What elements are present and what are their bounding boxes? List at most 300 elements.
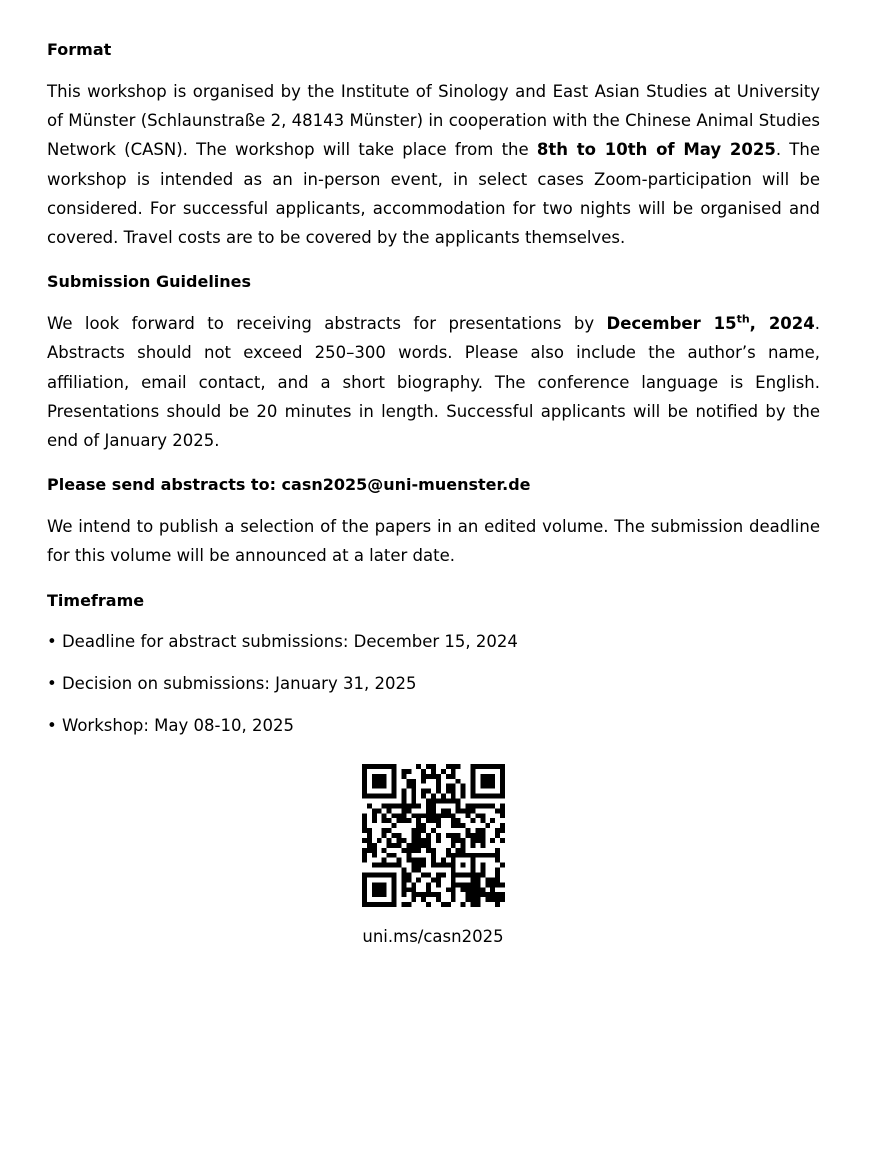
qr-module <box>372 872 377 877</box>
qr-module <box>406 818 411 823</box>
qr-module <box>475 897 480 902</box>
qr-module <box>421 897 426 902</box>
qr-module <box>416 848 421 853</box>
qr-module <box>441 863 446 868</box>
qr-module <box>401 838 406 843</box>
qr-module <box>392 784 397 789</box>
qr-module <box>397 843 402 848</box>
qr-module <box>490 882 495 887</box>
qr-module <box>372 764 377 769</box>
qr-module <box>382 833 387 838</box>
qr-module <box>401 902 406 907</box>
qr-module <box>466 833 471 838</box>
qr-module <box>461 838 466 843</box>
qr-module <box>421 794 426 799</box>
qr-module <box>362 882 367 887</box>
qr-module <box>436 892 441 897</box>
qr-module <box>426 843 431 848</box>
qr-module <box>461 848 466 853</box>
qr-module <box>485 882 490 887</box>
qr-module <box>372 843 377 848</box>
submission-paragraph <box>47 309 820 455</box>
qr-module <box>382 779 387 784</box>
qr-module <box>382 803 387 808</box>
qr-module <box>470 833 475 838</box>
format-heading: Format <box>47 40 112 59</box>
qr-module <box>490 774 495 779</box>
qr-module <box>392 789 397 794</box>
timeframe-item: • Deadline for abstract submissions: December 15, 2024 <box>47 631 518 651</box>
qr-module <box>421 872 426 877</box>
qr-module <box>372 863 377 868</box>
qr-module <box>411 887 416 892</box>
qr-module <box>411 897 416 902</box>
qr-module <box>470 794 475 799</box>
qr-module <box>401 818 406 823</box>
qr-module <box>362 818 367 823</box>
qr-module <box>382 774 387 779</box>
qr-module <box>500 823 505 828</box>
qr-module <box>470 872 475 877</box>
qr-module <box>466 853 471 858</box>
qr-module <box>406 887 411 892</box>
qr-module <box>441 799 446 804</box>
qr-module <box>411 882 416 887</box>
qr-module <box>397 858 402 863</box>
qr-module <box>382 902 387 907</box>
qr-module <box>377 774 382 779</box>
qr-module <box>495 882 500 887</box>
qr-module <box>416 813 421 818</box>
qr-module <box>377 872 382 877</box>
qr-module <box>456 803 461 808</box>
qr-module <box>475 902 480 907</box>
qr-module <box>470 838 475 843</box>
qr-module <box>401 868 406 873</box>
qr-module <box>401 799 406 804</box>
qr-module <box>470 897 475 902</box>
qr-module <box>416 877 421 882</box>
qr-module <box>451 858 456 863</box>
qr-module <box>392 897 397 902</box>
qr-module <box>485 892 490 897</box>
qr-module <box>431 818 436 823</box>
qr-module <box>372 887 377 892</box>
qr-module <box>382 813 387 818</box>
qr-module <box>372 808 377 813</box>
qr-module <box>426 838 431 843</box>
qr-module <box>475 872 480 877</box>
qr-module <box>470 789 475 794</box>
qr-module <box>401 813 406 818</box>
qr-module <box>495 877 500 882</box>
qr-module <box>421 863 426 868</box>
qr-module <box>372 853 377 858</box>
qr-module <box>500 882 505 887</box>
qr-module <box>416 858 421 863</box>
qr-module <box>451 892 456 897</box>
qr-module <box>480 863 485 868</box>
qr-module <box>411 784 416 789</box>
qr-module <box>490 779 495 784</box>
timeframe-heading: Timeframe <box>47 590 145 610</box>
qr-module <box>436 863 441 868</box>
qr-module <box>441 813 446 818</box>
qr-module <box>382 863 387 868</box>
qr-module <box>362 848 367 853</box>
qr-module <box>495 794 500 799</box>
qr-module <box>475 877 480 882</box>
qr-module <box>495 848 500 853</box>
qr-module <box>485 803 490 808</box>
qr-module <box>495 858 500 863</box>
qr-module <box>500 764 505 769</box>
qr-module <box>397 863 402 868</box>
qr-module <box>451 868 456 873</box>
qr-module <box>392 833 397 838</box>
qr-module <box>421 774 426 779</box>
qr-module <box>416 803 421 808</box>
qr-module <box>362 823 367 828</box>
qr-module <box>456 808 461 813</box>
qr-module <box>490 897 495 902</box>
qr-module <box>485 877 490 882</box>
qr-module <box>451 872 456 877</box>
qr-module <box>397 833 402 838</box>
qr-module <box>470 779 475 784</box>
qr-module <box>490 838 495 843</box>
qr-module <box>406 853 411 858</box>
qr-module <box>362 853 367 858</box>
qr-module <box>421 838 426 843</box>
qr-module <box>466 808 471 813</box>
qr-module <box>367 843 372 848</box>
qr-module <box>416 843 421 848</box>
qr-module <box>500 794 505 799</box>
qr-module <box>475 803 480 808</box>
qr-module <box>372 779 377 784</box>
qr-module <box>392 769 397 774</box>
qr-module <box>421 779 426 784</box>
qr-module <box>451 799 456 804</box>
qr-module <box>451 774 456 779</box>
qr-module <box>392 843 397 848</box>
qr-module <box>490 764 495 769</box>
qr-module <box>426 848 431 853</box>
qr-module <box>456 882 461 887</box>
qr-module <box>441 872 446 877</box>
qr-module <box>500 838 505 843</box>
qr-module <box>456 764 461 769</box>
qr-module <box>362 892 367 897</box>
qr-module <box>392 803 397 808</box>
qr-module <box>411 828 416 833</box>
qr-module <box>406 779 411 784</box>
qr-module <box>431 769 436 774</box>
qr-module <box>367 848 372 853</box>
qr-module <box>441 769 446 774</box>
qr-module <box>382 848 387 853</box>
qr-module <box>495 833 500 838</box>
qr-module <box>475 794 480 799</box>
submission-text-a: We look forward to receiving abstracts for presentations by <box>47 314 607 334</box>
qr-module <box>470 902 475 907</box>
qr-module <box>416 828 421 833</box>
publication-paragraph: We intend to publish a selection of the papers in an edited volume. The submission deadline for this volume will be announced at a later date. <box>47 517 820 566</box>
qr-module <box>362 789 367 794</box>
qr-module <box>436 779 441 784</box>
qr-module <box>475 892 480 897</box>
qr-module <box>446 813 451 818</box>
qr-module <box>426 813 431 818</box>
qr-module <box>466 828 471 833</box>
qr-module <box>426 818 431 823</box>
qr-module <box>416 818 421 823</box>
qr-module <box>485 779 490 784</box>
qr-module <box>377 882 382 887</box>
qr-module <box>436 833 441 838</box>
qr-module <box>480 764 485 769</box>
document-body <box>47 36 820 739</box>
qr-module <box>431 877 436 882</box>
qr-module <box>426 789 431 794</box>
qr-module <box>426 803 431 808</box>
qr-module <box>362 877 367 882</box>
qr-module <box>470 769 475 774</box>
qr-module <box>451 843 456 848</box>
qr-module <box>466 887 471 892</box>
qr-module <box>446 848 451 853</box>
qr-module <box>431 799 436 804</box>
qr-module <box>426 902 431 907</box>
qr-module <box>401 882 406 887</box>
qr-module <box>382 892 387 897</box>
qr-module <box>436 872 441 877</box>
qr-module <box>401 794 406 799</box>
qr-module <box>387 838 392 843</box>
qr-module <box>406 784 411 789</box>
qr-module <box>490 794 495 799</box>
qr-module <box>387 872 392 877</box>
qr-module <box>446 902 451 907</box>
qr-module <box>406 872 411 877</box>
qr-module <box>436 882 441 887</box>
qr-module <box>480 838 485 843</box>
qr-module <box>500 789 505 794</box>
qr-module <box>480 887 485 892</box>
qr-module <box>411 794 416 799</box>
qr-module <box>421 858 426 863</box>
qr-module <box>411 779 416 784</box>
qr-module <box>490 877 495 882</box>
qr-module <box>490 892 495 897</box>
qr-module <box>475 838 480 843</box>
qr-module <box>372 784 377 789</box>
qr-module <box>451 833 456 838</box>
qr-module <box>500 897 505 902</box>
qr-module <box>480 774 485 779</box>
qr-module <box>382 872 387 877</box>
qr-module <box>500 863 505 868</box>
qr-module <box>372 774 377 779</box>
qr-module <box>456 833 461 838</box>
qr-module <box>392 813 397 818</box>
qr-module <box>470 843 475 848</box>
qr-module <box>382 858 387 863</box>
qr-module <box>372 848 377 853</box>
qr-module <box>461 843 466 848</box>
qr-module <box>451 853 456 858</box>
qr-module <box>461 887 466 892</box>
abstract-deadline <box>607 314 815 333</box>
qr-module <box>426 799 431 804</box>
qr-module <box>406 877 411 882</box>
qr-module <box>416 764 421 769</box>
qr-module <box>466 897 471 902</box>
qr-module <box>392 887 397 892</box>
qr-module <box>475 833 480 838</box>
qr-module <box>470 863 475 868</box>
qr-module <box>362 779 367 784</box>
qr-module <box>485 774 490 779</box>
qr-module <box>470 868 475 873</box>
qr-module <box>490 853 495 858</box>
qr-module <box>470 808 475 813</box>
qr-module <box>470 858 475 863</box>
qr-module <box>461 784 466 789</box>
qr-module <box>461 863 466 868</box>
qr-module <box>451 897 456 902</box>
qr-module <box>470 877 475 882</box>
qr-module <box>485 823 490 828</box>
qr-module <box>421 813 426 818</box>
qr-module <box>382 794 387 799</box>
qr-module <box>451 863 456 868</box>
qr-module <box>426 774 431 779</box>
qr-module <box>470 774 475 779</box>
qr-module <box>495 872 500 877</box>
qr-module <box>416 823 421 828</box>
qr-module <box>451 764 456 769</box>
qr-module <box>431 853 436 858</box>
qr-module <box>377 892 382 897</box>
qr-module <box>480 813 485 818</box>
qr-module <box>387 843 392 848</box>
qr-module <box>367 838 372 843</box>
qr-module <box>421 789 426 794</box>
qr-module <box>411 858 416 863</box>
qr-module <box>377 784 382 789</box>
qr-module <box>490 887 495 892</box>
qr-module <box>451 882 456 887</box>
qr-module <box>372 892 377 897</box>
qr-module <box>426 892 431 897</box>
qr-module <box>421 892 426 897</box>
qr-module <box>406 803 411 808</box>
qr-module <box>392 882 397 887</box>
qr-module <box>426 808 431 813</box>
qr-module <box>372 882 377 887</box>
qr-module <box>416 892 421 897</box>
qr-module <box>480 872 485 877</box>
qr-module <box>470 818 475 823</box>
qr-module <box>436 784 441 789</box>
qr-module <box>436 799 441 804</box>
qr-module <box>401 887 406 892</box>
qr-module <box>500 779 505 784</box>
qr-module <box>495 868 500 873</box>
qr-module <box>392 774 397 779</box>
qr-module <box>470 882 475 887</box>
timeframe-item: • Decision on submissions: January 31, 2025 <box>47 673 417 693</box>
qr-module <box>392 764 397 769</box>
qr-module <box>431 774 436 779</box>
qr-module <box>441 808 446 813</box>
qr-module <box>446 774 451 779</box>
qr-module <box>392 877 397 882</box>
qr-module <box>446 808 451 813</box>
qr-module <box>466 872 471 877</box>
qr-module <box>461 853 466 858</box>
qr-module <box>475 887 480 892</box>
qr-module <box>480 794 485 799</box>
qr-module <box>387 818 392 823</box>
qr-module <box>406 769 411 774</box>
qr-code-icon[interactable] <box>362 764 505 907</box>
qr-module <box>387 803 392 808</box>
qr-module <box>446 887 451 892</box>
qr-module <box>495 892 500 897</box>
qr-module <box>436 818 441 823</box>
format-text-a: This workshop is organised by the Institute of Sinology and East Asian Studies at University of Münster (Schlaunstraße 2, 48143 Münster) in cooperation with the Chinese Animal Studies Network (CASN). The workshop will take place from the <box>47 82 820 160</box>
qr-module <box>456 853 461 858</box>
qr-module <box>367 872 372 877</box>
format-paragraph <box>47 77 820 252</box>
qr-module <box>456 799 461 804</box>
qr-module <box>411 892 416 897</box>
qr-module <box>480 853 485 858</box>
qr-module <box>495 853 500 858</box>
qr-module <box>377 794 382 799</box>
qr-module <box>461 882 466 887</box>
qr-module <box>362 838 367 843</box>
qr-module <box>406 858 411 863</box>
send-abstracts-line: Please send abstracts to: casn2025@uni-muenster.de <box>47 475 531 495</box>
qr-link-caption[interactable]: uni.ms/casn2025 <box>362 927 504 946</box>
qr-module <box>475 882 480 887</box>
qr-module <box>451 794 456 799</box>
qr-module <box>475 828 480 833</box>
qr-module <box>470 803 475 808</box>
qr-module <box>392 902 397 907</box>
qr-module <box>480 818 485 823</box>
qr-module <box>367 803 372 808</box>
qr-module <box>461 789 466 794</box>
qr-module <box>470 887 475 892</box>
deadline-year: , 2024 <box>749 314 815 334</box>
qr-module <box>387 828 392 833</box>
qr-module <box>411 843 416 848</box>
qr-module <box>431 828 436 833</box>
qr-module <box>456 872 461 877</box>
qr-module <box>392 779 397 784</box>
qr-module <box>416 838 421 843</box>
qr-module <box>406 848 411 853</box>
qr-module <box>446 833 451 838</box>
qr-module <box>431 863 436 868</box>
qr-module <box>451 818 456 823</box>
qr-module <box>382 818 387 823</box>
